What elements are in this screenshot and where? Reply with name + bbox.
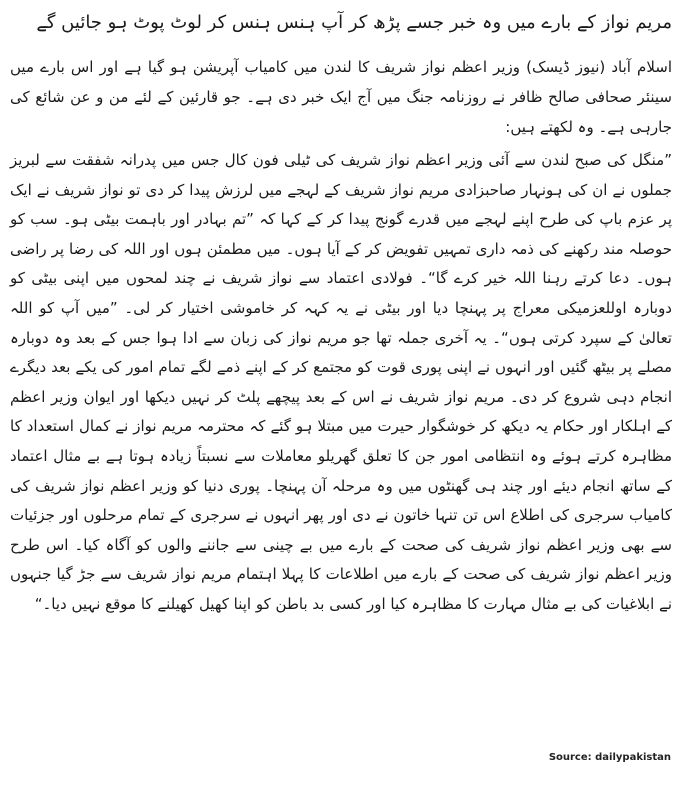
article (10, 8, 672, 624)
article-body-paragraph: ”منگل کی صبح لندن سے آئی وزیر اعظم نواز شریف کی ٹیلی فون کال جس میں پدرانہ شفقت سے لبریز جملوں نے ان کی ہونہار صاحبزادی مریم نواز شریف کے لہجے میں لرزش پیدا کر دی تو نواز شریف نے ایک پر عزم باپ کی طرح اپنے لہجے میں قدرے گونج پیدا کر کے کہا کہ ”تم بہادر اور باہمت بیٹی ہو۔ سب کو حوصلہ مند رکھنے کی ذمہ داری تمہیں تفویض کر کے آیا ہوں۔ میں مطمئن ہوں اور اللہ کی رضا پر راضی ہوں۔ دعا کرتے رہنا اللہ خیر کرے گا“۔ فولادی اعتماد سے نواز شریف نے چند لمحوں میں اپنی بیٹی کو دوبارہ اوللعزمیکی معراج پر پہنچا دیا اور بیٹی نے یہ کہہ کر خاموشی اختیار کر لی۔ ”میں آپ کو اللہ تعالیٰ کے سپرد کرتی ہوں“۔ یہ آخری جملہ تھا جو مریم نواز کی زبان سے ادا ہوا جس کے بعد وہ دوبارہ مصلے پر بیٹھ گئیں اور انہوں نے اپنی پوری قوت کو مجتمع کر کے اپنے ذمے لگے تمام امور کی یکے بعد دیگرے انجام دہی شروع کر دی۔ مریم نواز شریف نے اس کے بعد پیچھے پلٹ کر نہیں دیکھا اور ایوان وزیر اعظم کے اہلکار اور حکام یہ دیکھ کر خوشگوار حیرت میں مبتلا ہو گئے کہ محترمہ مریم نواز نے کمال استعداد کا مظاہرہ کرتے ہوئے وہ انتظامی امور جن کا تعلق گھریلو معاملات سے نسبتاً زیادہ ہوتا ہے بے مثال اعتماد کے ساتھ انجام دیئے اور چند ہی گھنٹوں میں وہ مرحلہ آن پہنچا۔ پوری دنیا کو وزیر اعظم نواز شریف کی کامیاب سرجری کی اطلاع اس تن تنہا خاتون نے دی اور پھر انہوں نے سرجری کے تمام مرحلوں اور جزئیات سے بھی وزیر اعظم نواز شریف کی صحت کے بارے میں بے چینی سے جاننے والوں کو آگاہ کیا۔ اس طرح وزیر اعظم نواز شریف کی صحت کے بارے میں اطلاعات کا پہلا اہتمام مریم نواز شریف سے جڑ گیا جنہوں نے ابلاغیات کی بے مثال مہارت کا مظاہرہ کیا اور کسی بد باطن کو اپنا کھیل کھیلنے کا موقع نہیں دیا۔“ (10, 151, 672, 613)
source-credit: Source: dailypakistan (548, 752, 671, 763)
article-headline: مریم نواز کے بارے میں وہ خبر جسے پڑھ کر آپ ہنس ہنس کر لوٹ پوٹ ہو جائیں گے (36, 12, 672, 33)
article-intro-paragraph: اسلام آباد (نیوز ڈیسک) وزیر اعظم نواز شریف کا لندن میں کامیاب آپریشن ہو گیا ہے اور اس بارے میں سینئر صحافی صالح ظافر نے روزنامہ جنگ میں آج ایک خبر دی ہے۔ جو قارئین کے لئے من و عن شائع کی جارہی ہے۔ وہ لکھتے ہیں: (10, 58, 672, 136)
